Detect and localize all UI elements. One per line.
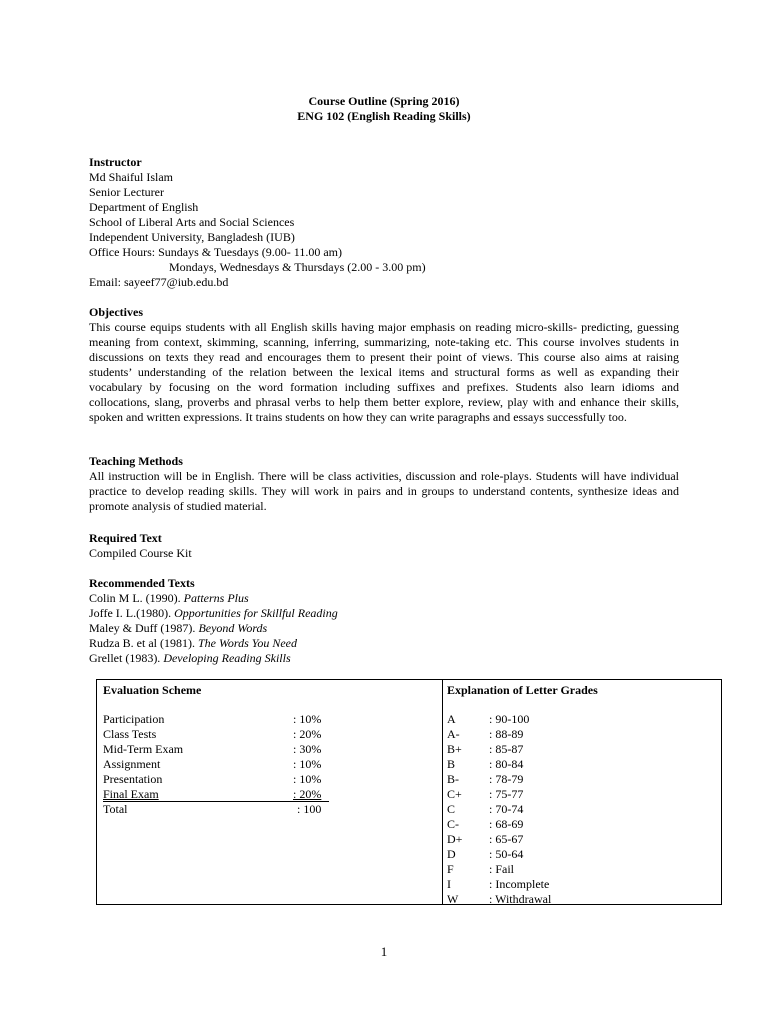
- page-number: 1: [380, 944, 388, 959]
- instructor-title: Senior Lecturer: [89, 185, 164, 199]
- required-text-heading: Required Text: [89, 531, 162, 545]
- instructor-name: Md Shaiful Islam: [89, 170, 173, 184]
- evaluation-label: Assignment: [103, 757, 161, 771]
- instructor-department: Department of English: [89, 200, 199, 214]
- teaching-methods-heading: Teaching Methods: [89, 454, 183, 468]
- evaluation-scheme-heading: Evaluation Scheme: [103, 683, 202, 697]
- instructor-school: School of Liberal Arts and Social Sciences: [89, 215, 295, 229]
- evaluation-label: Final Exam: [103, 787, 159, 801]
- objectives-text: This course equips students with all English skills having major emphasis on reading micro-skills- predicting, guessing meaning from context, skimming, scanning, inferring, summarizing, note-taking etc. This course involves students in discussions on texts they read and encourages them to present their point of views. This course also aims at raising students’ understanding of the relation between the lexical items and structural forms as well as expanding their vocabulary by focusing on the word formation including suffixes and prefixes. Students also learn idioms and collocations, slang, proverbs and phrasal verbs to help them better explore, review, play with and enhance their skills, spoken and written expressions. It trains students on how they can write paragraphs and essays successfully too.: [89, 320, 679, 424]
- objectives-heading: Objectives: [89, 305, 143, 319]
- required-text-item: Compiled Course Kit: [89, 546, 192, 560]
- reference-title: Opportunities for Skillful Reading: [174, 606, 338, 620]
- instructor-email: Email: sayeef77@iub.edu.bd: [89, 275, 229, 289]
- evaluation-label: Class Tests: [103, 727, 157, 741]
- recommended-texts-section: [89, 576, 679, 666]
- evaluation-value: : 20%: [293, 727, 322, 741]
- required-text-section: [89, 531, 679, 561]
- evaluation-label: Participation: [103, 712, 165, 726]
- reference-title: The Words You Need: [197, 636, 298, 650]
- reference-item: Maley & Duff (1987). Beyond Words: [89, 621, 268, 635]
- evaluation-label: Total: [103, 802, 128, 816]
- reference-item: Rudza B. et al (1981). The Words You Need: [89, 636, 298, 650]
- instructor-university: Independent University, Bangladesh (IUB): [89, 230, 295, 244]
- letter-grades-cell: Explanation of Letter Grades A : 90-100 A- : 88-89 B+ : 85-87 B : 80-84 B- : 78-79 C+ : 75-77 C : 70-74 C- : 68-69 D+ : 65-67 D : 50-64 F : Fail I : Incomplete W : Withdrawal: [447, 683, 598, 906]
- evaluation-value: : 10%: [293, 712, 322, 726]
- objectives-section: [89, 305, 679, 425]
- letter-grades-heading: Explanation of Letter Grades: [447, 683, 598, 697]
- evaluation-value: : 30%: [293, 742, 322, 756]
- teaching-methods-text: All instruction will be in English. There will be class activities, discussion and role-plays. Students will have individual practice to develop reading skills. They will work in pairs and in groups to understand contents, synthesize ideas and promote analysis of studied material.: [89, 469, 679, 513]
- reference-item: Joffe I. L.(1980). Opportunities for Skillful Reading: [89, 606, 338, 620]
- evaluation-value: : 20%: [293, 787, 322, 801]
- evaluation-value: : 10%: [293, 757, 322, 771]
- reference-title: Patterns Plus: [183, 591, 249, 605]
- office-hours-1: Office Hours: Sundays & Tuesdays (9.00- 11.00 am): [89, 245, 342, 259]
- teaching-methods-section: [89, 454, 679, 514]
- reference-item: Grellet (1983). Developing Reading Skills: [89, 651, 291, 665]
- instructor-section: [89, 155, 679, 290]
- evaluation-value: : 10%: [293, 772, 322, 786]
- evaluation-label: Presentation: [103, 772, 163, 786]
- course-title: ENG 102 (English Reading Skills): [297, 109, 471, 123]
- total-divider: [103, 801, 329, 802]
- instructor-heading: Instructor: [89, 155, 142, 169]
- document-title: Course Outline (Spring 2016): [308, 94, 460, 108]
- reference-item: Colin M L. (1990). Patterns Plus: [89, 591, 249, 605]
- reference-title: Beyond Words: [198, 621, 268, 635]
- recommended-texts-heading: Recommended Texts: [89, 576, 195, 590]
- reference-title: Developing Reading Skills: [163, 651, 291, 665]
- evaluation-label: Mid-Term Exam: [103, 742, 184, 756]
- office-hours-2: Mondays, Wednesdays & Thursdays (2.00 - 3.00 pm): [169, 260, 426, 274]
- evaluation-scheme-cell: [97, 680, 443, 904]
- grading-table: [96, 679, 722, 905]
- evaluation-value: : 100: [297, 802, 322, 816]
